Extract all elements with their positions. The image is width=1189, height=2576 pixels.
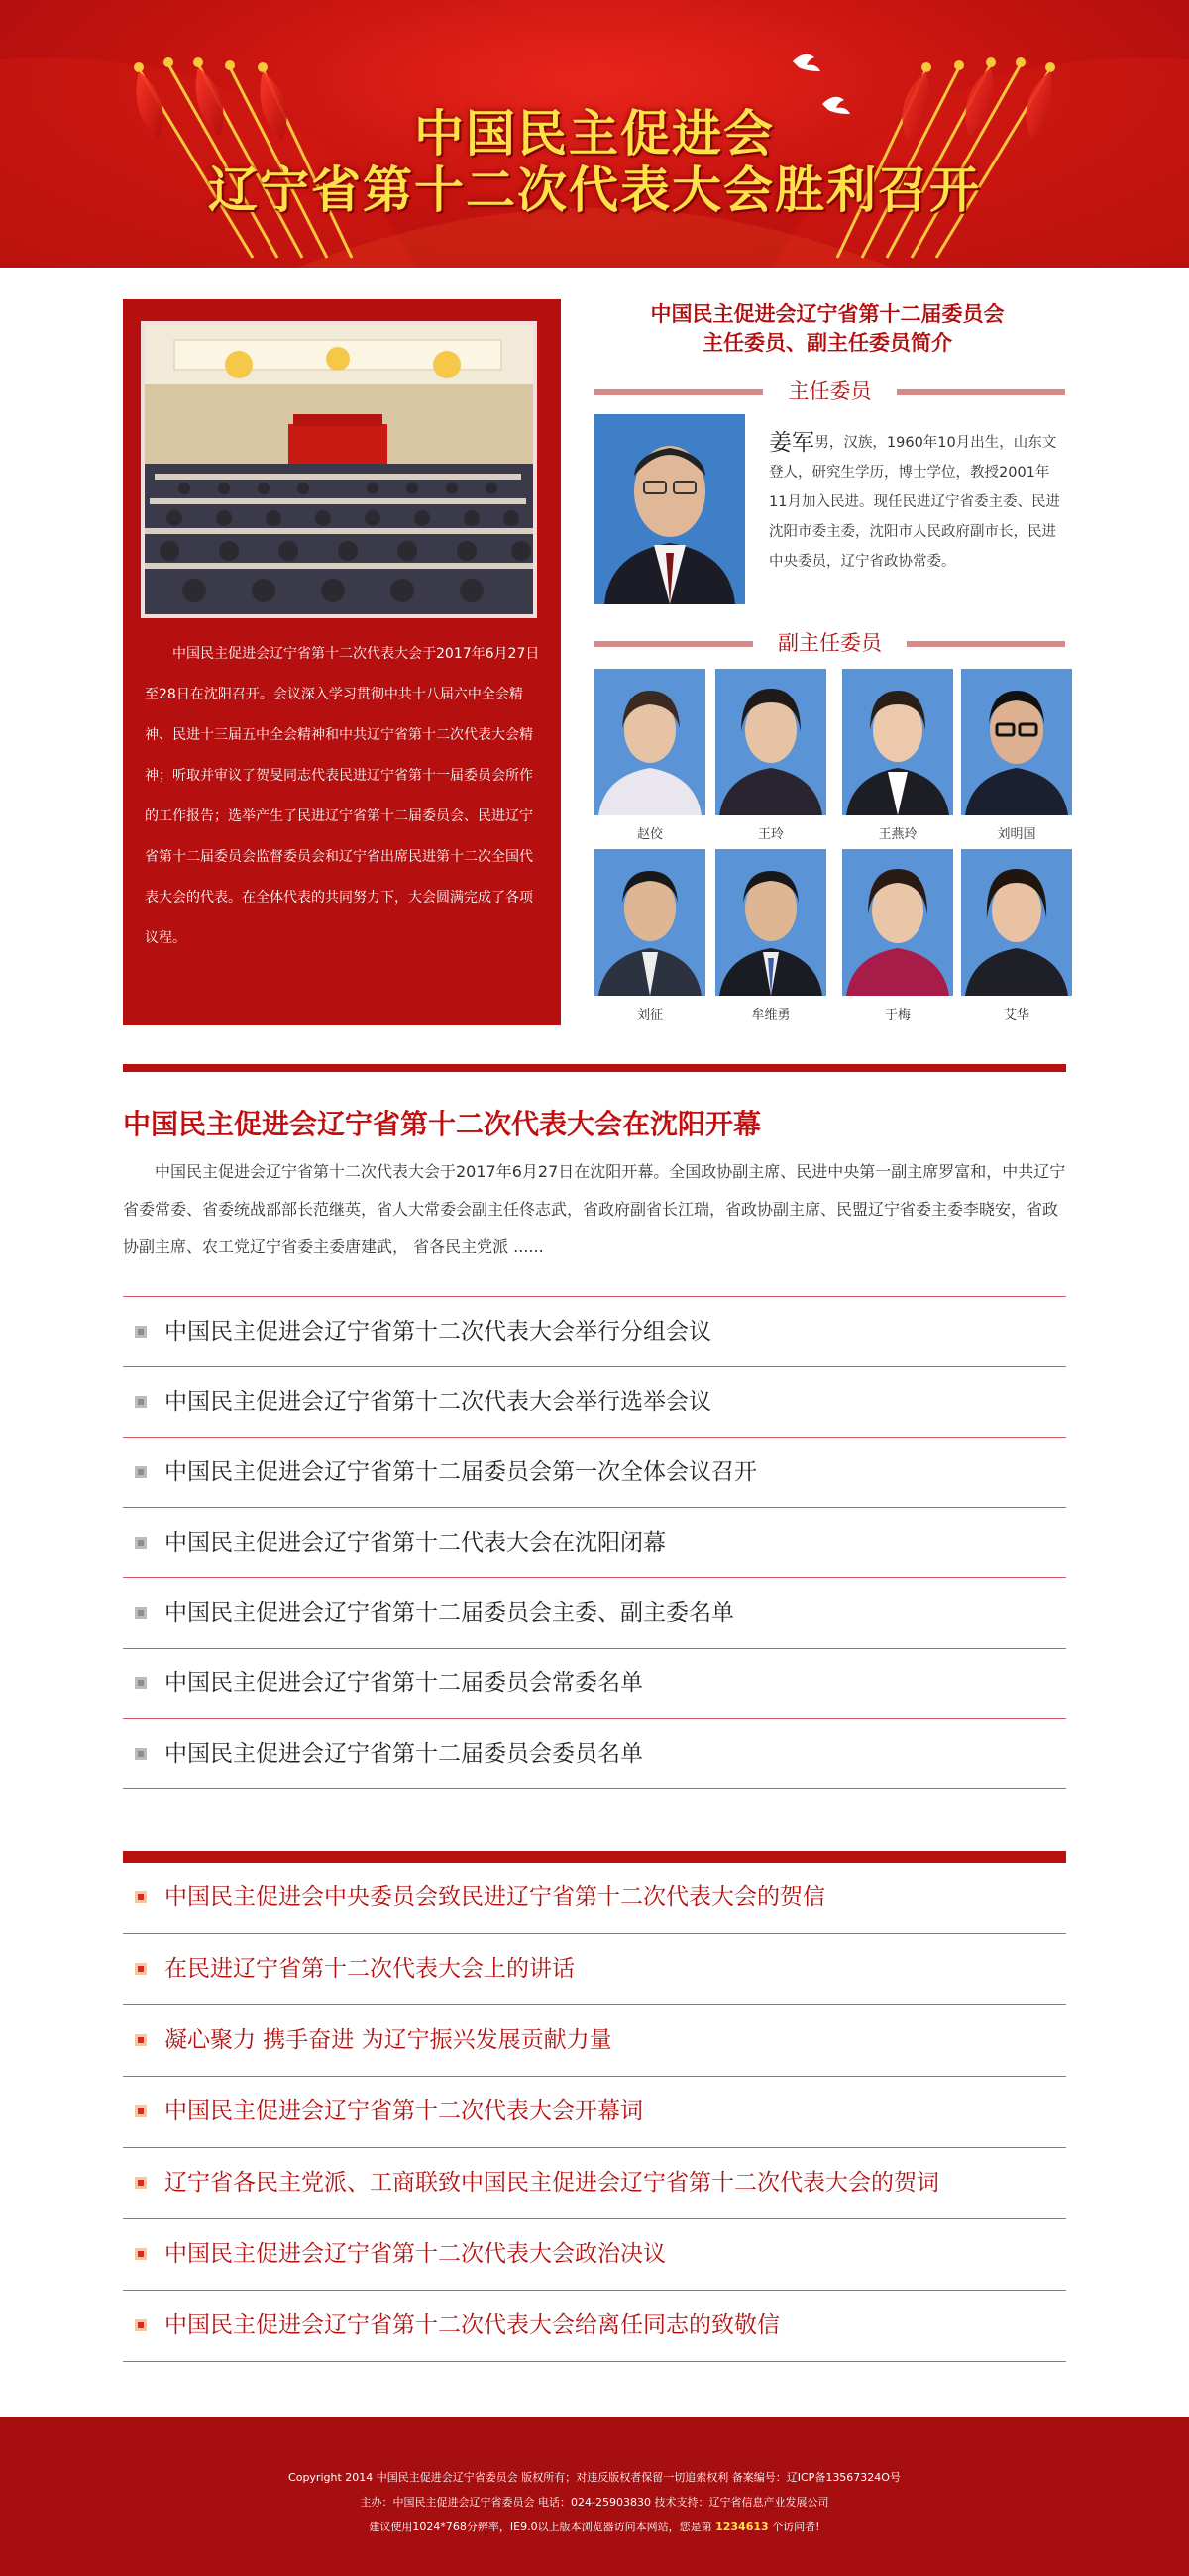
vice-chair-card[interactable]	[961, 849, 1072, 1022]
vice-chair-photo	[961, 669, 1072, 815]
section-divider	[123, 1851, 1066, 1863]
list-item-link[interactable]: 中国民主促进会辽宁省第十二次代表大会举行选举会议	[164, 1389, 711, 1415]
bullet-icon	[135, 1963, 147, 1975]
news-headline[interactable]: 中国民主促进会辽宁省第十二次代表大会在沈阳开幕	[123, 1108, 762, 1140]
bullet-icon	[135, 1891, 147, 1903]
list-item-link[interactable]: 中国民主促进会辽宁省第十二届委员会委员名单	[164, 1741, 643, 1767]
chair-section-heading	[594, 378, 1065, 404]
footer-visitor-suffix: 个访问者!	[772, 2521, 820, 2533]
bullet-icon	[135, 1396, 147, 1408]
list-item-link[interactable]: 凝心聚力 携手奋进 为辽宁振兴发展贡献力量	[164, 2027, 612, 2053]
list-item-link[interactable]: 中国民主促进会辽宁省第十二次代表大会开幕词	[164, 2098, 643, 2124]
vice-chair-photo	[961, 849, 1072, 996]
news-list	[123, 1296, 1066, 1789]
list-item[interactable]	[123, 2291, 1066, 2362]
bullet-icon	[135, 1466, 147, 1478]
intro-text: 中国民主促进会辽宁省第十二次代表大会于2017年6月27日至28日在沈阳召开。会议深入学习贯彻中共十八届六中全会精神、民进十三届五中全会精神和中共辽宁省第十二次代表大会精神；听取并审议了贺旻同志代表民进辽宁省第十一届委员会所作的工作报告；选举产生了民进辽宁省第十二届委员会、民进辽宁省第十二届委员会监督委员会和辽宁省出席民进第十二次全国代表大会的代表。在全体代表的共同努力下，大会圆满完成了各项议程。	[145, 646, 540, 946]
visitor-counter: 1234613	[715, 2521, 769, 2533]
vice-heading-label: 副主任委员	[766, 631, 894, 655]
chair-bio-text: 男，汉族，1960年10月出生，山东文登人，研究生学历，博士学位，教授2001年11月加入民进。现任民进辽宁省委主委、民进沈阳市委主委，沈阳市人民政府副市长，民进中央委员，辽宁省政协常委。	[769, 435, 1060, 570]
banner-title-line1: 中国民主促进会	[414, 105, 775, 162]
list-item-link[interactable]: 中国民主促进会辽宁省第十二次代表大会给离任同志的致敬信	[164, 2312, 780, 2338]
list-item[interactable]	[123, 2077, 1066, 2148]
chair-name: 姜军	[769, 430, 814, 456]
list-item[interactable]	[123, 1934, 1066, 2005]
bullet-icon	[135, 1748, 147, 1760]
list-item[interactable]	[123, 1863, 1066, 1934]
list-item-link[interactable]: 中国民主促进会辽宁省第十二届委员会常委名单	[164, 1670, 643, 1696]
footer-copyright: Copyright 2014 中国民主促进会辽宁省委员会 版权所有；对违反版权者保留一切追索权利 备案编号：辽ICP备13567324O号	[288, 2471, 901, 2484]
vice-chair-photo	[594, 669, 705, 815]
page-footer	[0, 2417, 1189, 2576]
vice-chair-name: 赵佼	[636, 827, 663, 842]
banner-title-line2: 辽宁省第十二次代表大会胜利召开	[208, 161, 981, 219]
vice-chair-photo	[715, 669, 826, 815]
footer-browser-note: 建议使用1024*768分辨率，IE9.0以上版本浏览器访问本网站，您是第	[369, 2521, 712, 2533]
bullet-icon	[135, 2248, 147, 2260]
vice-chair-photo	[594, 849, 705, 996]
conference-hall-photo[interactable]	[141, 321, 537, 618]
list-item[interactable]	[123, 2219, 1066, 2291]
bullet-icon	[135, 2319, 147, 2331]
vice-chair-name: 刘征	[636, 1008, 663, 1022]
documents-list	[123, 1863, 1066, 2362]
bullet-icon	[135, 1537, 147, 1549]
vice-chair-name: 王燕玲	[878, 827, 918, 842]
list-item[interactable]	[123, 1367, 1066, 1438]
list-item[interactable]	[123, 1508, 1066, 1578]
list-item-link[interactable]: 在民进辽宁省第十二次代表大会上的讲话	[164, 1956, 575, 1982]
list-item[interactable]	[123, 1719, 1066, 1789]
chair-portrait[interactable]	[594, 414, 745, 604]
vice-chair-photo	[715, 849, 826, 996]
footer-host-info: 主办：中国民主促进会辽宁省委员会 电话：024-25903830 技术支持：辽宁省信息产业发展公司	[360, 2496, 829, 2509]
section-divider	[123, 1064, 1066, 1072]
list-item-link[interactable]: 中国民主促进会辽宁省第十二届委员会第一次全体会议召开	[164, 1459, 757, 1485]
vice-chair-card[interactable]	[594, 669, 705, 842]
list-item-link[interactable]: 中国民主促进会辽宁省第十二代表大会在沈阳闭幕	[164, 1530, 666, 1556]
bullet-icon	[135, 1607, 147, 1619]
footer-visitor-line	[0, 2519, 1189, 2534]
list-item[interactable]	[123, 1649, 1066, 1719]
list-item[interactable]	[123, 1578, 1066, 1649]
committee-title	[585, 300, 1070, 358]
bullet-icon	[135, 1326, 147, 1338]
vice-chair-name: 艾华	[1003, 1008, 1029, 1022]
list-item-link[interactable]: 中国民主促进会中央委员会致民进辽宁省第十二次代表大会的贺信	[164, 1884, 825, 1910]
vice-chair-name: 于梅	[884, 1008, 911, 1022]
bullet-icon	[135, 2034, 147, 2046]
list-item-link[interactable]: 中国民主促进会辽宁省第十二次代表大会政治决议	[164, 2241, 666, 2267]
list-item-link[interactable]: 辽宁省各民主党派、工商联致中国民主促进会辽宁省第十二次代表大会的贺词	[164, 2170, 939, 2196]
vice-chair-card[interactable]	[842, 849, 953, 1022]
committee-title-line2: 主任委员、副主任委员简介	[703, 331, 952, 355]
vice-chair-name: 牟维勇	[751, 1008, 791, 1022]
bullet-icon	[135, 2105, 147, 2117]
list-item[interactable]	[123, 2148, 1066, 2219]
chair-bio	[769, 428, 1066, 577]
vice-chair-photo	[842, 849, 953, 996]
list-item[interactable]	[123, 1438, 1066, 1508]
header-banner	[0, 0, 1189, 268]
committee-title-line1: 中国民主促进会辽宁省第十二届委员会	[650, 302, 1005, 326]
list-item[interactable]	[123, 1297, 1066, 1367]
list-item[interactable]	[123, 2005, 1066, 2077]
vice-chair-card[interactable]	[715, 849, 826, 1022]
vice-chair-name: 刘明国	[997, 827, 1036, 842]
list-item-link[interactable]: 中国民主促进会辽宁省第十二届委员会主委、副主委名单	[164, 1600, 734, 1626]
vice-section-heading	[594, 630, 1065, 656]
vice-chair-name: 王玲	[757, 827, 784, 842]
vice-chair-card[interactable]	[594, 849, 705, 1022]
vice-chair-card[interactable]	[715, 669, 826, 842]
vice-chair-card[interactable]	[842, 669, 953, 842]
vice-chair-card[interactable]	[961, 669, 1072, 842]
news-summary: 中国民主促进会辽宁省第十二次代表大会于2017年6月27日在沈阳开幕。全国政协副主席、民进中央第一副主席罗富和，中共辽宁省委常委、省委统战部部长范继英，省人大常委会副主任佟志武，省政府副省长江瑞，省政协副主席、民盟辽宁省委主委李晓安，省政协副主席、农工党辽宁省委主委唐建武， 省各民主党派 ......	[123, 1162, 1066, 1256]
list-item-link[interactable]: 中国民主促进会辽宁省第十二次代表大会举行分组会议	[164, 1319, 711, 1344]
bullet-icon	[135, 2177, 147, 2189]
vice-chair-photo	[842, 669, 953, 815]
intro-panel	[123, 299, 561, 1025]
bullet-icon	[135, 1677, 147, 1689]
chair-heading-label: 主任委员	[777, 379, 884, 403]
